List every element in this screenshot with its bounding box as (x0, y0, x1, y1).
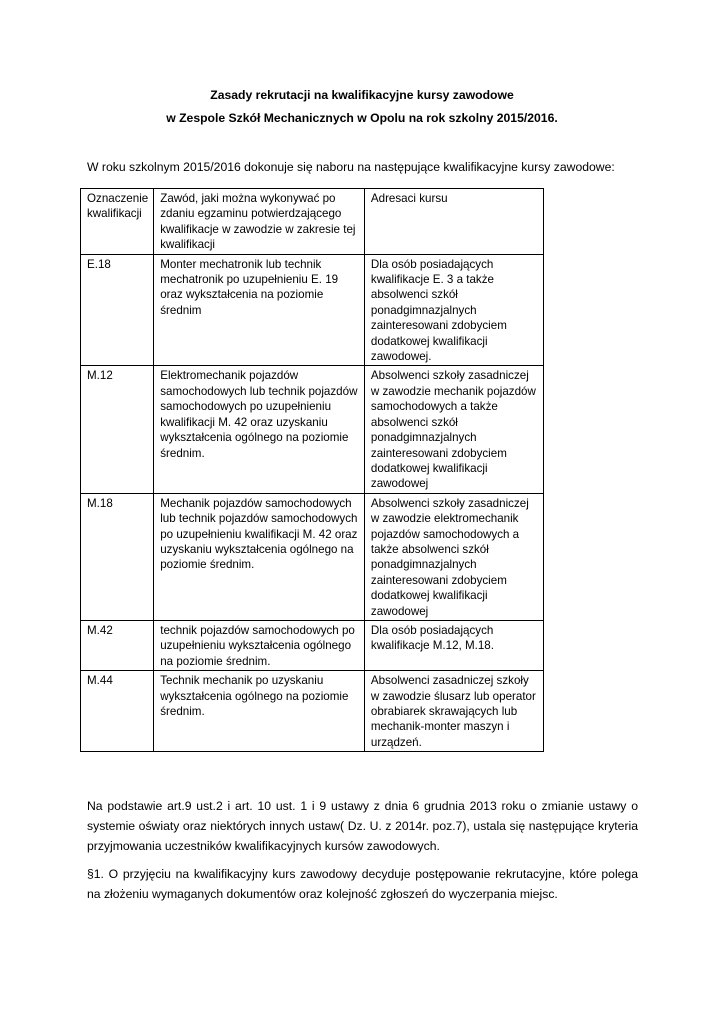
courses-table (80, 188, 544, 752)
intro-text: W roku szkolnym 2015/2016 dokonuje się naboru na następujące kwalifikacyjne kursy zawodowe: (87, 160, 615, 174)
cell-profession: Monter mechatronik lub technik mechatronik po uzupełnieniu E. 19 oraz wykształcenia na poziomie średnim (154, 254, 365, 366)
table-row (81, 366, 544, 493)
cell-code: M.12 (81, 366, 154, 493)
cell-profession: Mechanik pojazdów samochodowych lub technik pojazdów samochodowych po uzupełnieniu kwalifikacji M. 42 oraz uzyskaniu wykształcenia ogólnego na poziomie średnim. (154, 493, 365, 620)
cell-code: E.18 (81, 254, 154, 366)
cell-code: M.18 (81, 493, 154, 620)
document-title-line-2: w Zespole Szkół Mechanicznych w Opolu na rok szkolny 2015/2016. (166, 111, 558, 125)
section-1-paragraph: §1. O przyjęciu na kwalifikacyjny kurs zawodowy decyduje postępowanie rekrutacyjne, które polega na złożeniu wymaganych dokumentów oraz kolejność zgłoszeń do wyczerpania miejsc. (87, 867, 638, 901)
cell-audience: Absolwenci szkoły zasadniczej w zawodzie elektromechanik pojazdów samochodowych a także absolwenci szkół ponadgimnazjalnych zainteresowani zdobyciem dodatkowej kwalifikacji zawodowej (364, 493, 543, 620)
cell-profession: Technik mechanik po uzyskaniu wykształcenia ogólnego na poziomie średnim. (154, 671, 365, 752)
header-cell-audience: Adresaci kursu (364, 189, 543, 255)
cell-code: M.42 (81, 620, 154, 670)
table-row (81, 671, 544, 752)
cell-profession: Elektromechanik pojazdów samochodowych lub technik pojazdów samochodowych po uzupełnieniu kwalifikacji M. 42 oraz uzyskaniu wykształcenia ogólnego na poziomie średnim. (154, 366, 365, 493)
cell-audience: Dla osób posiadających kwalifikacje M.12, M.18. (364, 620, 543, 670)
cell-code: M.44 (81, 671, 154, 752)
legal-basis-paragraph: Na podstawie art.9 ust.2 i art. 10 ust. 1 i 9 ustawy z dnia 6 grudnia 2013 roku o zmianie ustawy o systemie oświaty oraz niektórych innych ustaw( Dz. U. z 2014r. poz.7), ustala się następujące kryteria przyjmowania uczestników kwalifikacyjnych kursów zawodowych. (87, 799, 638, 853)
cell-profession: technik pojazdów samochodowych po uzupełnieniu wykształcenia ogólnego na poziomie średnim. (154, 620, 365, 670)
header-cell-profession: Zawód, jaki można wykonywać po zdaniu egzaminu potwierdzającego kwalifikacje w zawodzie w zakresie tej kwalifikacji (154, 189, 365, 255)
header-cell-qualification-code: Oznaczenie kwalifikacji (81, 189, 154, 255)
document-title-line-1: Zasady rekrutacji na kwalifikacyjne kursy zawodowe (210, 88, 514, 102)
cell-audience: Dla osób posiadających kwalifikacje E. 3 a także absolwenci szkół ponadgimnazjalnych zainteresowani zdobyciem dodatkowej kwalifikacji zawodowej. (364, 254, 543, 366)
table-header-row (81, 189, 544, 255)
table-row (81, 493, 544, 620)
table-row (81, 254, 544, 366)
table-row (81, 620, 544, 670)
cell-audience: Absolwenci szkoły zasadniczej w zawodzie mechanik pojazdów samochodowych a także absolwenci szkół ponadgimnazjalnych zainteresowani zdobyciem dodatkowej kwalifikacji zawodowej (364, 366, 543, 493)
cell-audience: Absolwenci zasadniczej szkoły w zawodzie ślusarz lub operator obrabiarek skrawających lub mechanik-monter maszyn i urządzeń. (364, 671, 543, 752)
